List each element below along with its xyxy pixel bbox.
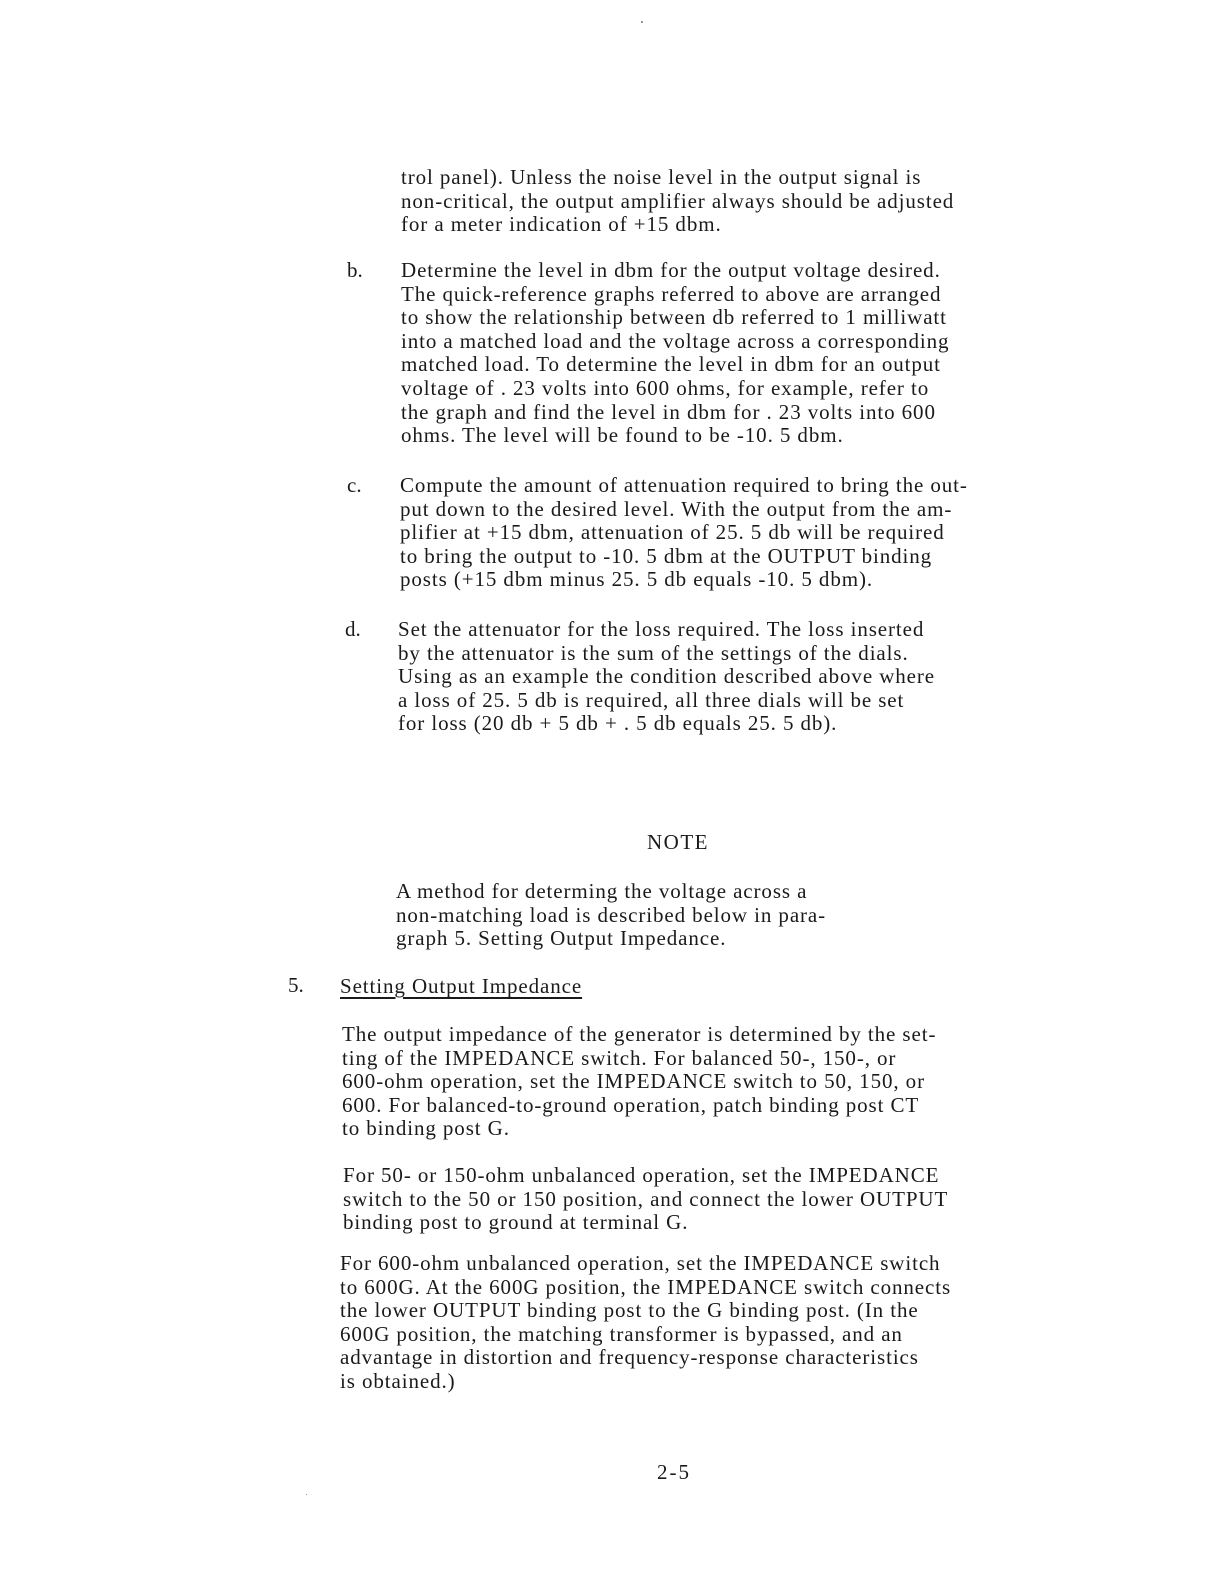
- text-line: The quick-reference graphs referred to above are arranged: [401, 281, 942, 306]
- text-line: voltage of . 23 volts into 600 ohms, for example, refer to: [401, 375, 930, 400]
- note-body: [396, 880, 826, 951]
- text-line: Using as an example the condition described above where: [398, 664, 936, 689]
- text-line: advantage in distortion and frequency-response characteristics: [340, 1345, 919, 1370]
- text-line: Set the attenuator for the loss required. The loss inserted: [398, 617, 925, 641]
- text-line: a loss of 25. 5 db is required, all three dials will be set: [398, 687, 905, 712]
- text-line: non-matching load is described below in para-: [396, 902, 827, 927]
- text-line: trol panel). Unless the noise level in the output signal is: [401, 165, 922, 189]
- text-line: for loss (20 db + 5 db + . 5 db equals 25. 5 db).: [398, 711, 838, 736]
- text-line: ting of the IMPEDANCE switch. For balanced 50-, 150-, or: [342, 1045, 897, 1070]
- text-line: by the attenuator is the sum of the settings of the dials.: [398, 640, 909, 665]
- text-line: the lower OUTPUT binding post to the G binding post. (In the: [340, 1298, 919, 1323]
- text-line: put down to the desired level. With the output from the am-: [400, 496, 953, 521]
- text-line: A method for determing the voltage across a: [396, 879, 808, 903]
- continuation-paragraph: [401, 166, 954, 237]
- text-line: For 50- or 150-ohm unbalanced operation, set the IMPEDANCE: [343, 1163, 940, 1187]
- scan-speck: [306, 1494, 307, 1495]
- text-line: non-critical, the output amplifier always should be adjusted: [401, 188, 955, 213]
- text-line: plifier at +15 dbm, attenuation of 25. 5 db will be required: [400, 520, 945, 545]
- text-line: to binding post G.: [342, 1116, 510, 1141]
- step-d-paragraph: [398, 618, 935, 736]
- scan-speck: [641, 21, 643, 23]
- text-line: The output impedance of the generator is determined by the set-: [342, 1022, 937, 1046]
- text-line: graph 5. Setting Output Impedance.: [396, 926, 727, 951]
- text-line: switch to the 50 or 150 position, and connect the lower OUTPUT: [343, 1186, 949, 1211]
- text-line: for a meter indication of +15 dbm.: [401, 212, 722, 237]
- note-heading: NOTE: [647, 830, 709, 854]
- step-label-d: d.: [345, 617, 361, 641]
- text-line: For 600-ohm unbalanced operation, set the IMPEDANCE switch: [340, 1251, 941, 1275]
- text-line: binding post to ground at terminal G.: [343, 1210, 689, 1235]
- step-label-c: c.: [347, 473, 362, 497]
- page-number: 2-5: [657, 1460, 691, 1484]
- section-title: Setting Output Impedance: [340, 974, 583, 998]
- section-number: 5.: [288, 973, 304, 997]
- step-label-b: b.: [347, 258, 363, 282]
- text-line: the graph and find the level in dbm for . 23 volts into 600: [401, 399, 936, 424]
- section-paragraph-3: [340, 1252, 951, 1394]
- text-line: posts (+15 dbm minus 25. 5 db equals -10. 5 dbm).: [400, 567, 874, 592]
- section-paragraph-1: [342, 1023, 936, 1141]
- text-line: to show the relationship between db referred to 1 milliwatt: [401, 305, 947, 330]
- section-paragraph-2: [343, 1164, 948, 1235]
- text-line: Compute the amount of attenuation required to bring the out-: [400, 473, 968, 497]
- text-line: 600-ohm operation, set the IMPEDANCE switch to 50, 150, or: [342, 1069, 925, 1094]
- text-line: 600G position, the matching transformer is bypassed, and an: [340, 1321, 903, 1346]
- text-line: Determine the level in dbm for the output voltage desired.: [401, 258, 941, 282]
- text-line: is obtained.): [340, 1368, 456, 1393]
- text-line: to 600G. At the 600G position, the IMPEDANCE switch connects: [340, 1274, 952, 1299]
- step-c-paragraph: [400, 474, 968, 592]
- text-line: to bring the output to -10. 5 dbm at the OUTPUT binding: [400, 543, 933, 568]
- step-b-paragraph: [401, 259, 949, 448]
- text-line: into a matched load and the voltage across a corresponding: [401, 328, 950, 353]
- text-line: ohms. The level will be found to be -10. 5 dbm.: [401, 423, 844, 448]
- text-line: matched load. To determine the level in dbm for an output: [401, 352, 941, 377]
- text-line: 600. For balanced-to-ground operation, patch binding post CT: [342, 1092, 920, 1117]
